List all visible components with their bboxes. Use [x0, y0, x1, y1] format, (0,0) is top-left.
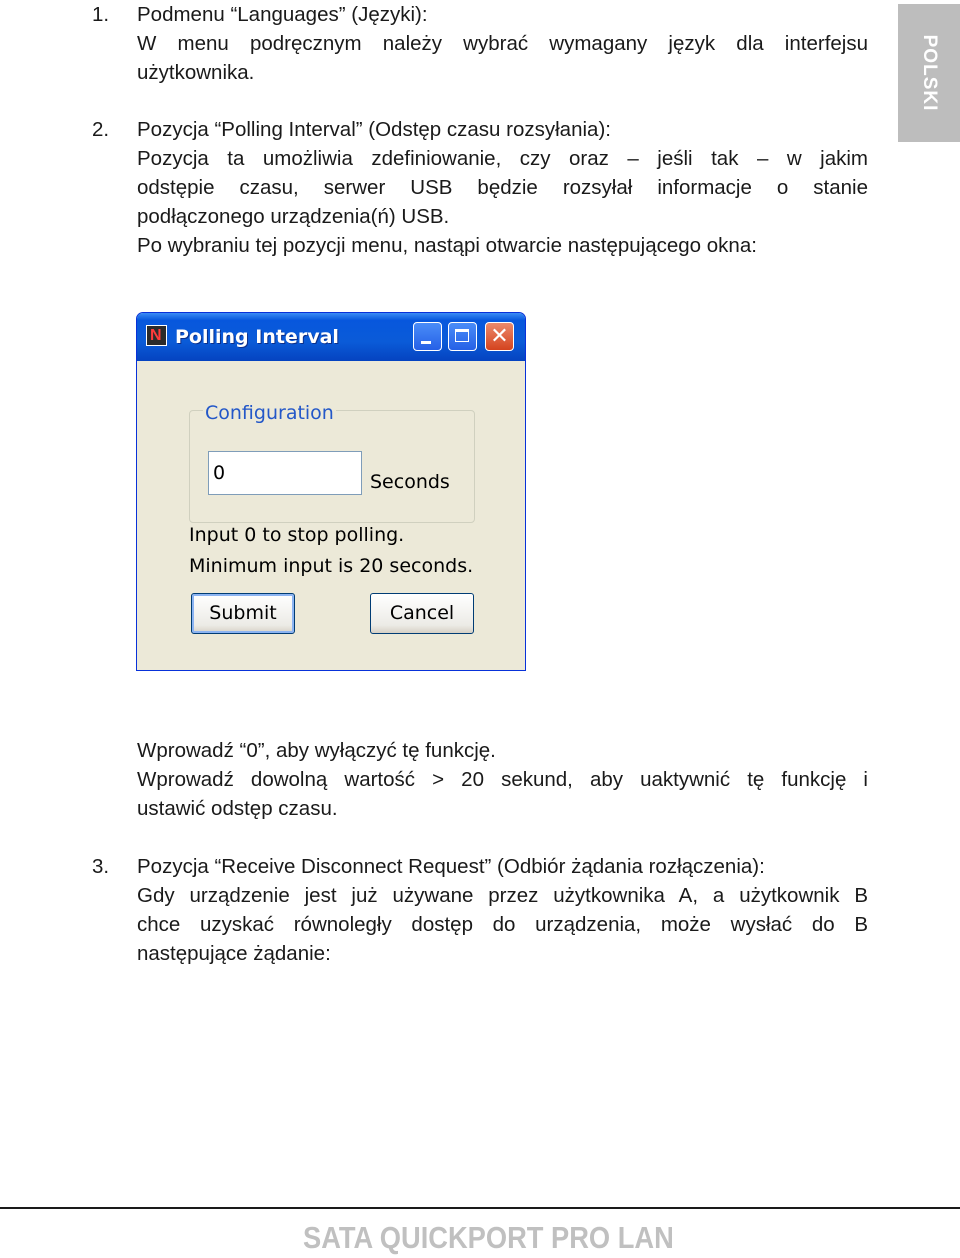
submit-button[interactable]: Submit: [191, 593, 295, 634]
close-icon: ✕: [490, 324, 509, 349]
dialog-title-bar[interactable]: [137, 313, 525, 361]
polling-interval-dialog: [136, 312, 526, 671]
after-dialog-text: [137, 736, 868, 823]
stop-polling-hint: Input 0 to stop polling.: [189, 524, 405, 546]
cancel-button[interactable]: Cancel: [370, 593, 474, 634]
seconds-unit-label: Seconds: [370, 471, 450, 493]
configuration-group-label: Configuration: [205, 402, 334, 424]
maximize-button[interactable]: [448, 322, 477, 351]
product-footer: SATA QUICKPORT PRO LAN: [303, 1220, 674, 1255]
item3-line: chce uzyskać równoległy dostęp do urządzenia, może wysłać do B: [137, 913, 868, 936]
item3-line: Pozycja “Receive Disconnect Request” (Odbiór żądania rozłączenia):: [137, 855, 765, 878]
item2-line: Pozycja ta umożliwia zdefiniowanie, czy oraz – jeśli tak – w jakim: [137, 147, 868, 170]
item1-line: W menu podręcznym należy wybrać wymagany język dla interfejsu: [137, 32, 868, 55]
item2-line: Pozycja “Polling Interval” (Odstęp czasu rozsyłania):: [137, 118, 611, 141]
after-dialog-line: Wprowadź “0”, aby wyłączyć tę funkcję.: [137, 739, 496, 762]
after-dialog-line: ustawić odstęp czasu.: [137, 797, 338, 820]
minimize-button[interactable]: [413, 322, 442, 351]
item1-text: [137, 0, 868, 87]
item1-line: użytkownika.: [137, 61, 255, 84]
interval-seconds-input[interactable]: [208, 451, 362, 495]
item2-number: 2.: [92, 118, 110, 141]
minimum-input-hint: Minimum input is 20 seconds.: [189, 555, 474, 577]
after-dialog-line: Wprowadź dowolną wartość > 20 sekund, aby uaktywnić tę funkcję i: [137, 768, 868, 791]
item1-line: Podmenu “Languages” (Języki):: [137, 3, 428, 26]
language-side-tab: [898, 4, 960, 142]
item3-line: Gdy urządzenie jest już używane przez użytkownika A, a użytkownik B: [137, 884, 868, 907]
app-icon: [146, 325, 167, 346]
item2-line: Po wybraniu tej pozycji menu, nastąpi otwarcie następującego okna:: [137, 234, 757, 257]
footer-rule: [0, 1207, 960, 1209]
item2-line: odstępie czasu, serwer USB będzie rozsyłał informacje o stanie: [137, 176, 868, 199]
close-button[interactable]: [485, 322, 514, 351]
side-tab-label: POLSKI: [919, 34, 940, 112]
item3-number: 3.: [92, 855, 110, 878]
item1-number: 1.: [92, 3, 110, 26]
item3-line: następujące żądanie:: [137, 942, 331, 965]
item2-line: podłączonego urządzenia(ń) USB.: [137, 205, 450, 228]
item3-text: [137, 852, 868, 968]
item2-text: [137, 115, 868, 260]
dialog-title: Polling Interval: [175, 326, 339, 348]
